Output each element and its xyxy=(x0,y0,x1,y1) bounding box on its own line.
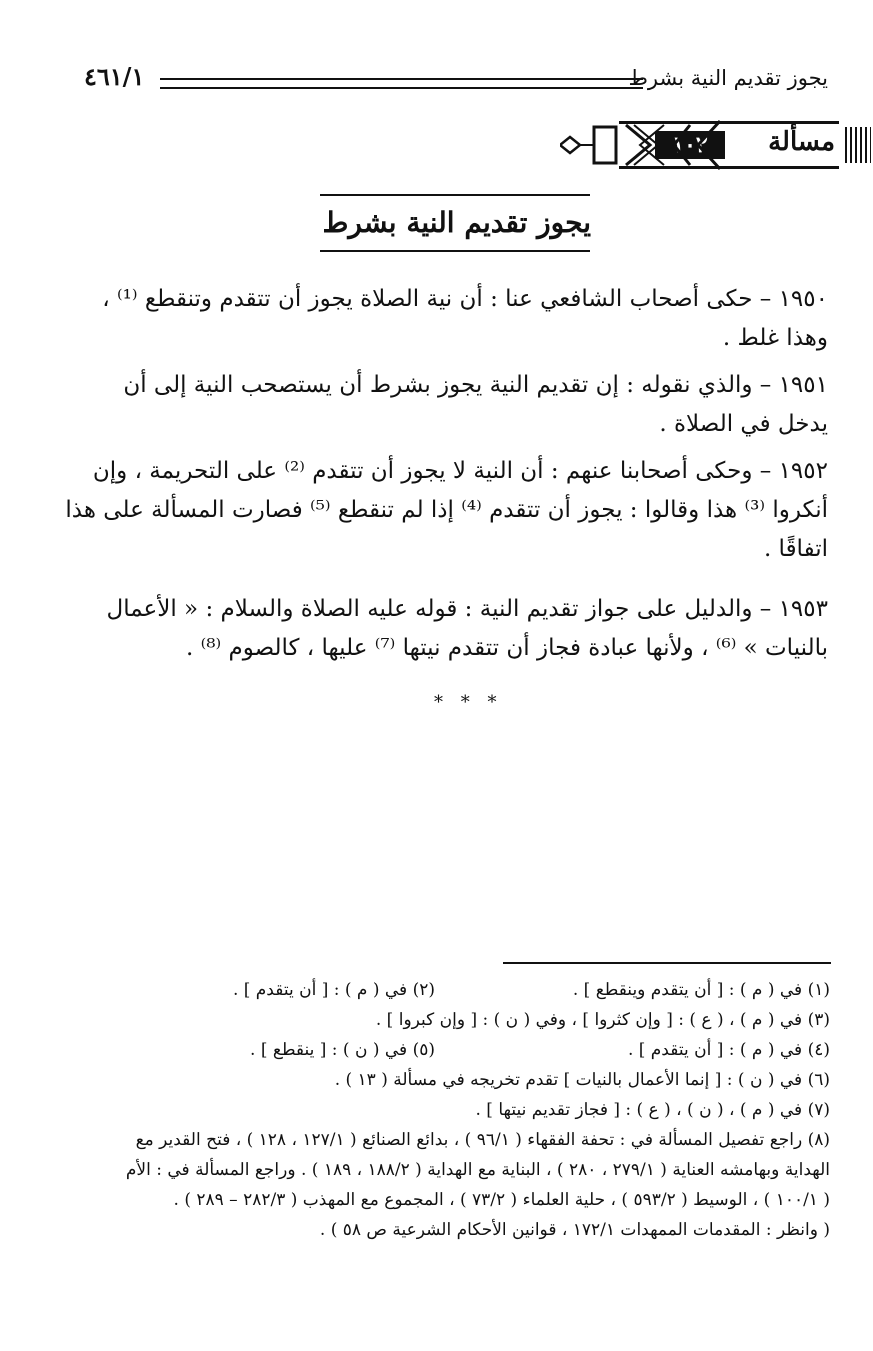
footnotes xyxy=(40,975,830,1245)
footnote-row xyxy=(40,1035,830,1065)
footnote-8-line xyxy=(40,1125,830,1155)
paragraph-line: ١٩٥٢ – وحكى أصحابنا عنهم : أن النية لا يجوز أن تتقدم ⁽²⁾ على التحريمة ، وإن xyxy=(92,458,828,484)
masalah-label: مسألة xyxy=(768,127,835,157)
section-separator: * * * xyxy=(434,692,503,713)
paragraph-line: وهذا غلط . xyxy=(722,325,828,351)
footnote-6: (٦) في ( ن ) : [ إنما الأعمال بالنيات ] تقدم تخريجه في مسألة ( ١٣ ) . xyxy=(334,1070,830,1090)
chapter-title: يجوز تقديم النية بشرط xyxy=(322,206,591,239)
footnote-row xyxy=(40,975,830,1005)
footnote-3: (٣) في ( م ) ، ( ع ) : [ وإن كثروا ] ، وفي ( ن ) : [ وإن كبروا ] . xyxy=(375,1010,830,1030)
paragraph-1952 xyxy=(45,452,828,569)
banner-bars-ornament xyxy=(845,127,871,163)
title-rule-top xyxy=(320,194,590,196)
footnote-rule xyxy=(503,962,831,964)
paragraph-line: أنكروا ⁽³⁾ هذا وقالوا : يجوز أن تتقدم ⁽⁴⁾ إذا لم تنقطع ⁽⁵⁾ فصارت المسألة على هذا xyxy=(65,497,828,523)
paragraph-1953 xyxy=(45,590,828,668)
paragraph-line: ١٩٥٣ – والدليل على جواز تقديم النية : قوله عليه الصلاة والسلام : « الأعمال xyxy=(106,596,828,622)
paragraph-line: ١٩٥١ – والذي نقوله : إن تقديم النية يجوز بشرط أن يستصحب النية إلى أن xyxy=(123,372,828,398)
footnote-row xyxy=(40,1065,830,1095)
footnote-row xyxy=(40,1005,830,1035)
banner-ornament-icon xyxy=(560,117,720,173)
running-title: يجوز تقديم النية بشرط xyxy=(628,66,828,90)
footnote-8-line xyxy=(40,1185,830,1215)
footnote-8-text: ( وانظر : المقدمات الممهدات ١٧٢/١ ، قوانين الأحكام الشرعية ص ٥٨ ) . xyxy=(319,1220,830,1240)
paragraph-1951 xyxy=(45,366,828,444)
page-number: ٤٦١/١ xyxy=(84,62,145,91)
footnote-row xyxy=(40,1095,830,1125)
paragraph-line: بالنيات » ⁽⁶⁾ ، ولأنها عبادة فجاز أن تتقدم نيتها ⁽⁷⁾ عليها ، كالصوم ⁽⁸⁾ . xyxy=(185,635,828,661)
masalah-number: ١٠٢ xyxy=(655,131,725,159)
footnote-2: (٢) في ( م ) : [ أن يتقدم ] . xyxy=(232,980,435,1000)
footnote-8-line xyxy=(40,1215,830,1245)
footnote-8-line xyxy=(40,1155,830,1185)
footnote-1: (١) في ( م ) : [ أن يتقدم وينقطع ] . xyxy=(572,980,830,1000)
footnote-8-text: (٨) راجع تفصيل المسألة في : تحفة الفقهاء ( ٩٦/١ ) ، بدائع الصنائع ( ١٢٧/١ ، ١٢٨ ) ، فتح القدير مع xyxy=(135,1130,830,1150)
footnote-7: (٧) في ( م ) ، ( ن ) ، ( ع ) : [ فجاز تقديم نيتها ] . xyxy=(475,1100,830,1120)
paragraph-line: ١٩٥٠ – حكى أصحاب الشافعي عنا : أن نية الصلاة يجوز أن تتقدم وتنقطع ⁽¹⁾ ، xyxy=(102,286,828,312)
footnote-8-text: الهداية وبهامشه العناية ( ٢٧٩/١ ، ٢٨٠ ) ، البناية مع الهداية ( ١٨٨/٢ ، ١٨٩ ) . وراجع المسألة في : الأم xyxy=(125,1160,830,1180)
paragraph-line: اتفاقًا . xyxy=(763,536,828,562)
footnote-5: (٥) في ( ن ) : [ ينقطع ] . xyxy=(250,1040,435,1060)
paragraph-1950 xyxy=(45,280,828,358)
footnote-4: (٤) في ( م ) : [ أن يتقدم ] . xyxy=(627,1040,830,1060)
footnote-8-text: ( ١٠٠/١ ) ، الوسيط ( ٥٩٣/٢ ) ، حلية العلماء ( ٧٣/٢ ) ، المجموع مع المهذب ( ٢٨٢/٣ – ٢٨٩ ) . xyxy=(173,1190,830,1210)
paragraph-line: يدخل في الصلاة . xyxy=(659,411,828,437)
title-rule-bottom xyxy=(320,250,590,252)
header-double-rule xyxy=(160,78,643,89)
